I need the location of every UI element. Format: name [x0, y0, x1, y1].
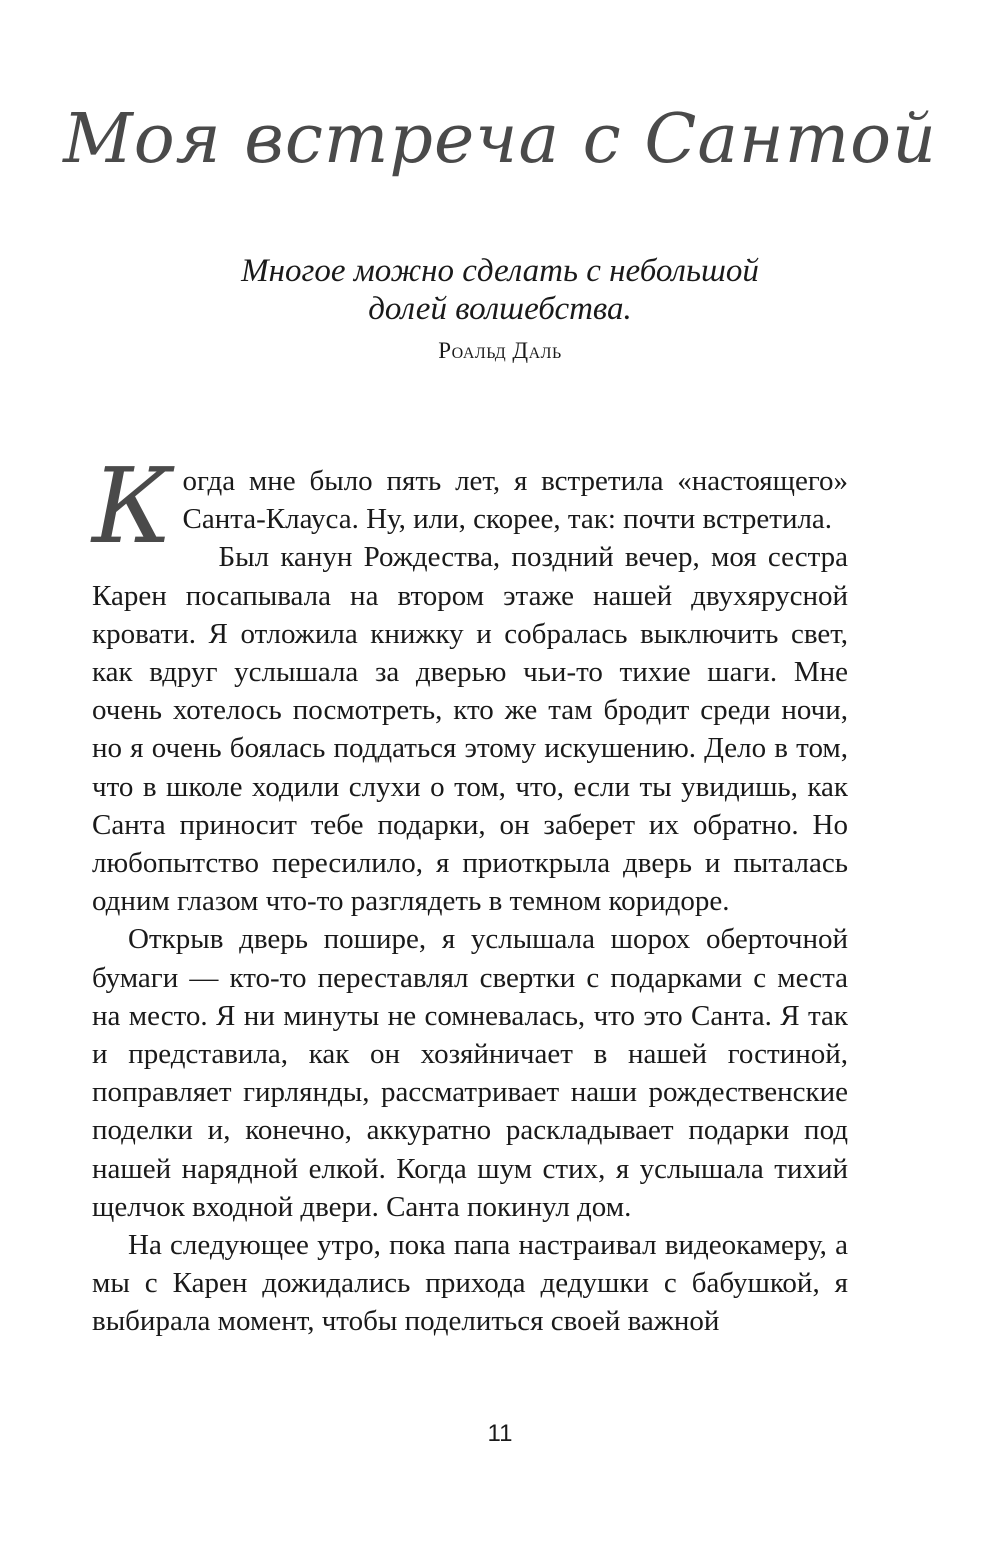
epigraph-line-2: долей волшебства.: [368, 291, 632, 327]
paragraph-1: [92, 445, 848, 567]
chapter-body: [92, 445, 848, 1341]
page-number: 11: [487, 1420, 513, 1447]
paragraph-3: Открыв дверь пошире, я услышала шорох оберточной бумаги — кто-то переставлял свертки с подарками с места на место. Я ни минуты не сомневалась, что это Санта. Я так и представила, как он хозяйничает в нашей гостиной, поправляет гирлянды, рассматривает наши рождественские поделки и, конечно, аккуратно раскладывает подарки под нашей нарядной елкой. Когда шум стих, я услышала тихий щелчок входной двери. Санта покинул дом.: [92, 923, 848, 1223]
epigraph-line-1: Многое можно сделать с небольшой: [241, 253, 759, 289]
drop-cap: К: [92, 445, 173, 567]
paragraph-4: На следующее утро, пока папа настраивал видеокамеру, а мы с Карен дожидались прихода дедушки с бабушкой, я выбирала момент, чтобы поделиться своей важной: [92, 1229, 848, 1338]
paragraph-1-text: огда мне было пять лет, я встретила «настоящего» Санта-Клауса. Ну, или, скорее, так: почти встретила.: [182, 465, 848, 536]
paragraph-2: Был канун Рождества, поздний вечер, моя сестра Карен посапывала на втором этаже нашей двухярусной кровати. Я отложила книжку и собралась выключить свет, как вдруг услышала за дверью чьи-то тихие шаги. Мне очень хотелось посмотреть, кто же там бродит среди ночи, но я очень боялась поддаться этому искушению. Дело в том, что в школе ходили слухи о том, что, если ты увидишь, как Санта приносит тебе подарки, он заберет их обратно. Но любопытство пересилило, я приоткрыла дверь и пыталась одним глазом что-то разглядеть в темном коридоре.: [92, 541, 848, 918]
epigraph-author: Роальд Даль: [438, 338, 562, 363]
epigraph: [0, 252, 1000, 328]
chapter-title: Моя встреча с Сантой: [63, 100, 937, 179]
